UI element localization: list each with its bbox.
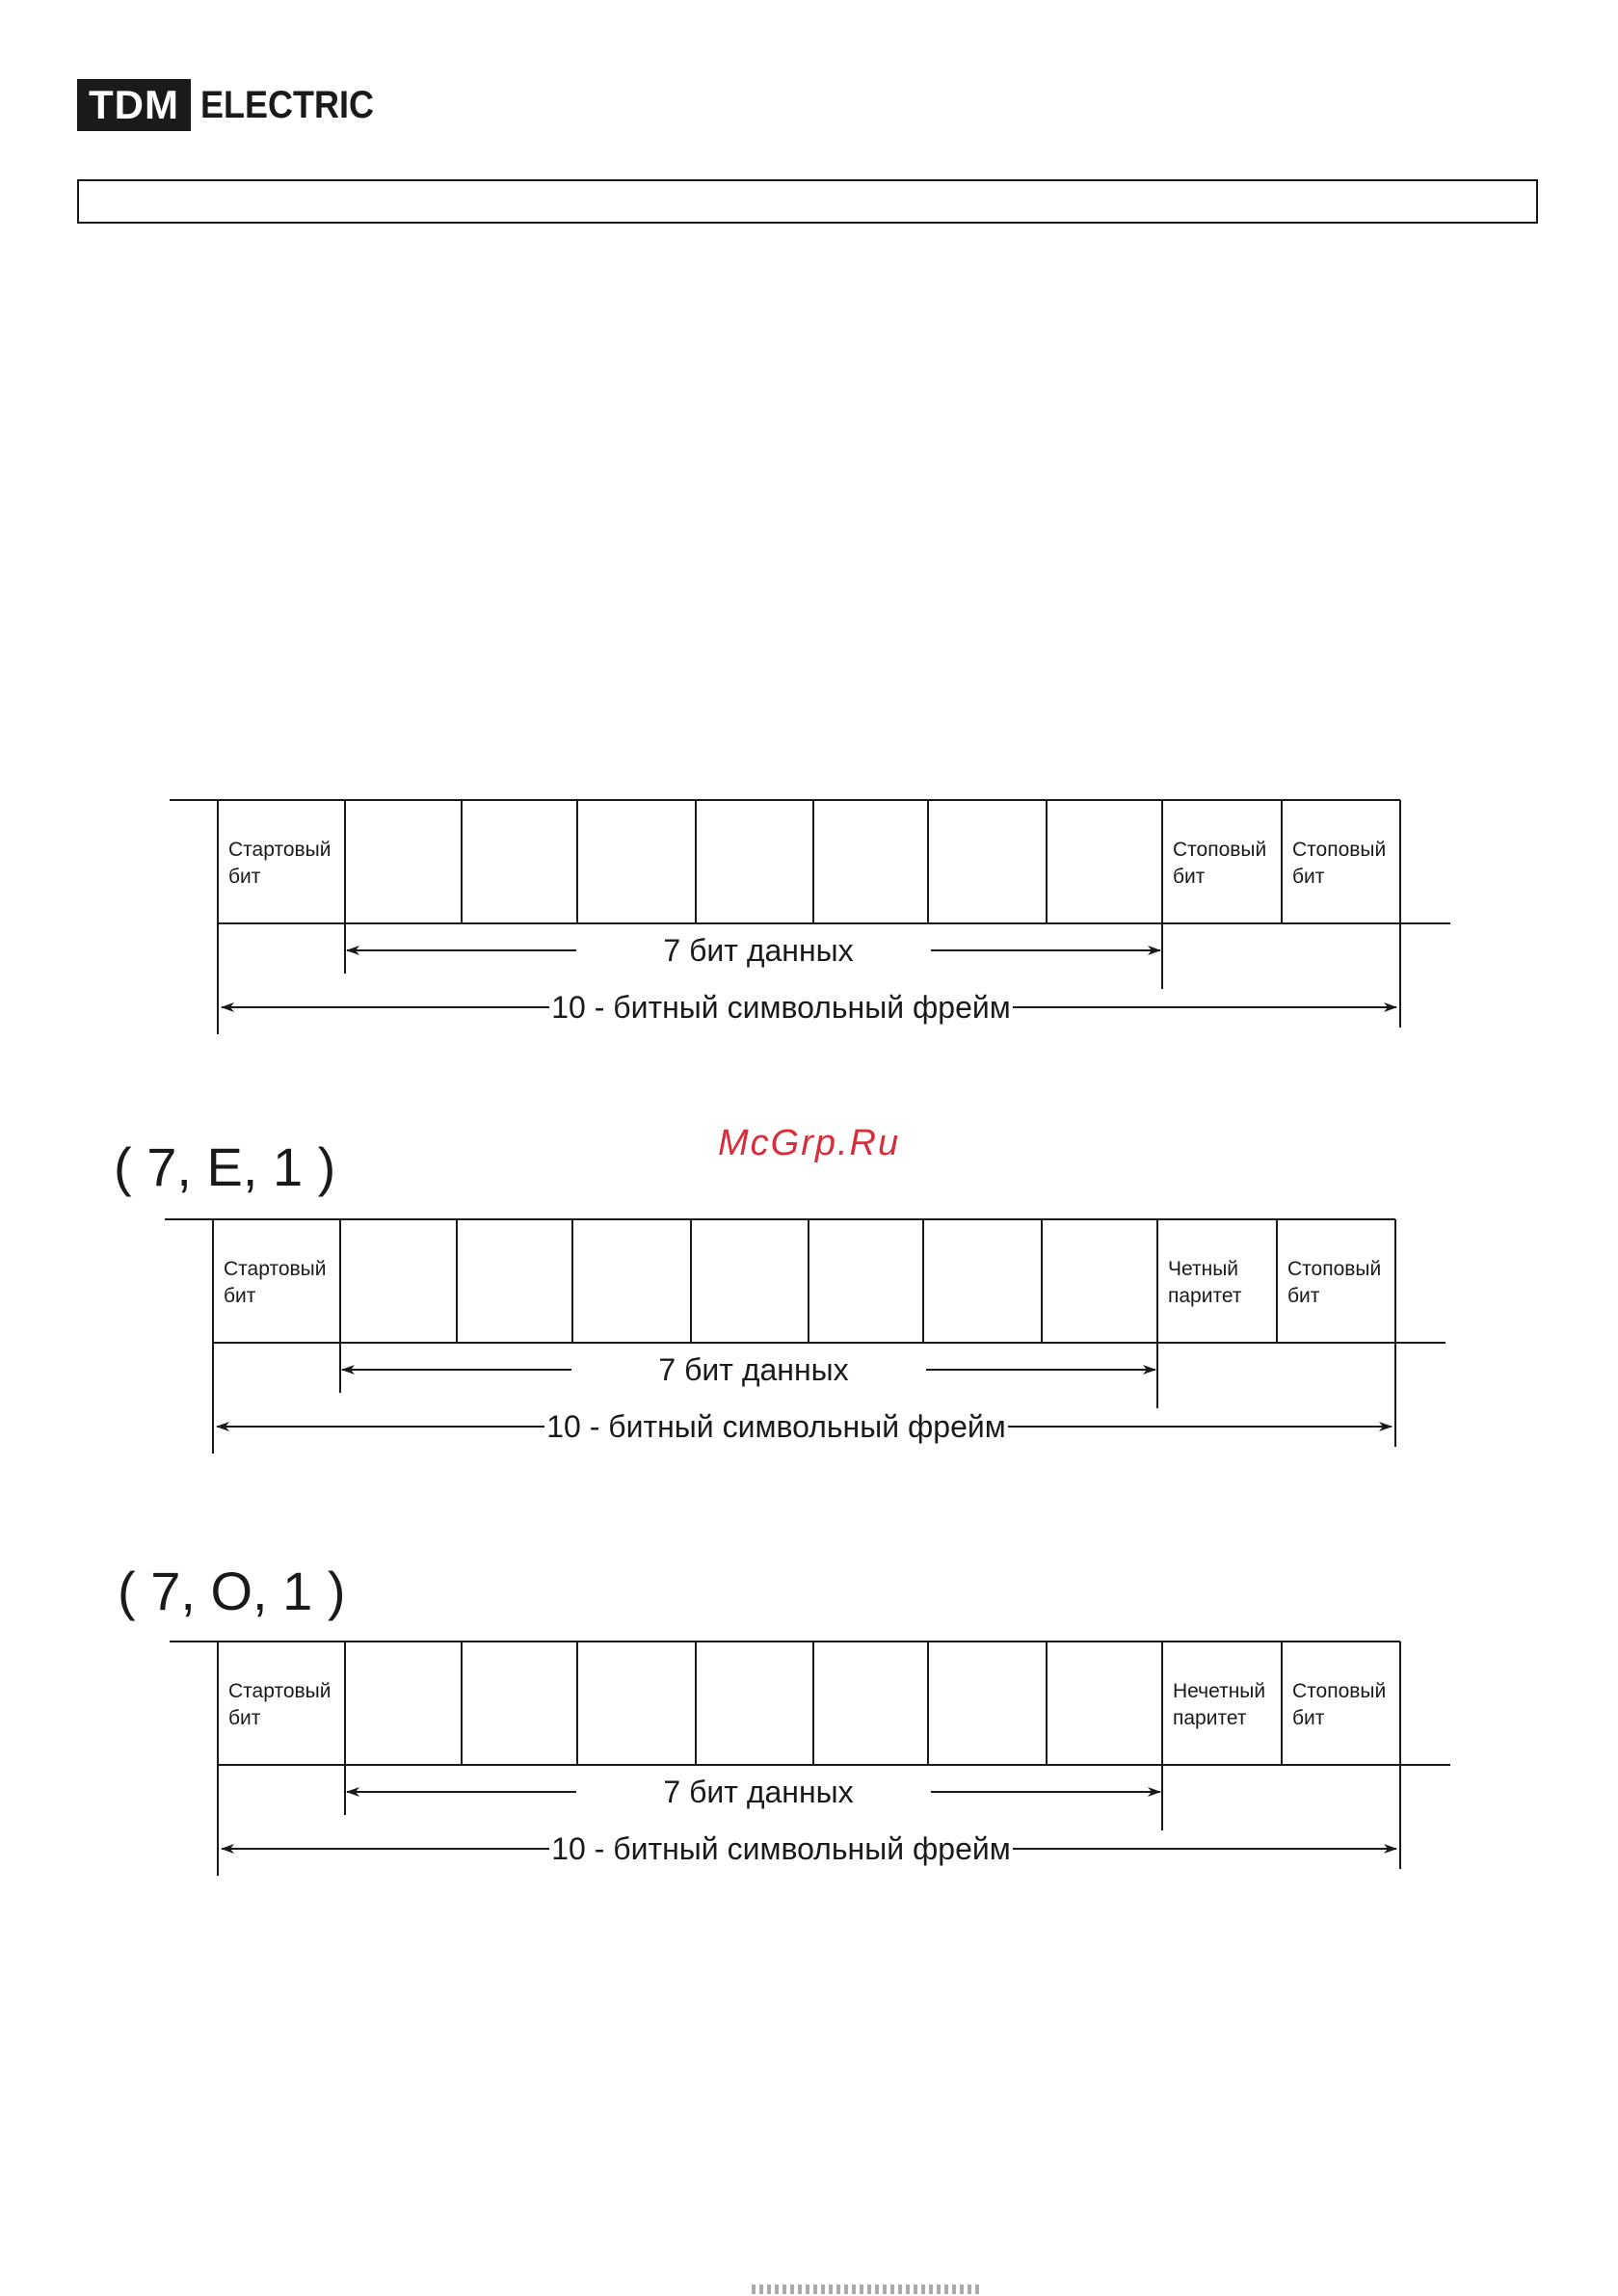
- cell-label-9: Стоповый бит: [1292, 839, 1387, 888]
- frame-span-label: 10 - битный символьный фрейм: [551, 1831, 1011, 1866]
- cell-label-8: Четный паритет: [1168, 1258, 1242, 1307]
- cell-label-0: Стартовый бит: [228, 1680, 332, 1729]
- data-span-label: 7 бит данных: [658, 1352, 849, 1387]
- diagram-title-7-e-1: ( 7, E, 1 ): [114, 1136, 336, 1197]
- logo-brand-text: ELECTRIC: [199, 83, 374, 126]
- frame-span-label: 10 - битный символьный фрейм: [551, 990, 1011, 1025]
- watermark: McGrp.Ru: [718, 1123, 901, 1163]
- cell-label-0: Стартовый бит: [224, 1258, 327, 1307]
- cell-label-0: Стартовый бит: [228, 839, 332, 888]
- diagram-title-7-o-1: ( 7, O, 1 ): [118, 1561, 346, 1621]
- logo-brand-box: TDM: [77, 79, 191, 131]
- frame-span-label: 10 - битный символьный фрейм: [546, 1409, 1006, 1444]
- data-span-label: 7 бит данных: [663, 933, 854, 968]
- cell-label-9: Стоповый бит: [1292, 1680, 1387, 1729]
- cell-label-8: Стоповый бит: [1173, 839, 1267, 888]
- data-span-label: 7 бит данных: [663, 1775, 854, 1809]
- cell-label-9: Стоповый бит: [1287, 1258, 1382, 1307]
- footer-mark: [752, 2284, 983, 2294]
- cell-label-8: Нечетный паритет: [1173, 1680, 1266, 1729]
